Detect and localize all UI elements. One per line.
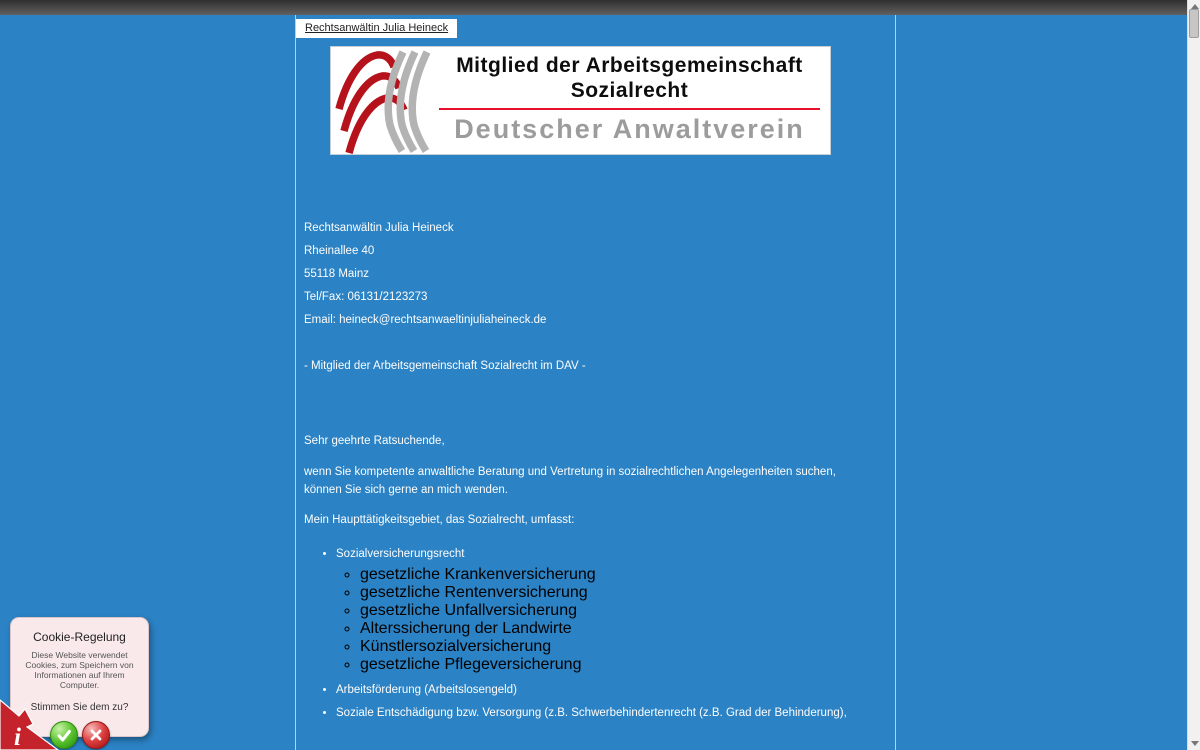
practice-areas-list: [296, 543, 895, 725]
info-icon: i: [14, 724, 21, 750]
nav-tab[interactable]: [296, 19, 457, 38]
list-item: ◦ Alterssicherung der Landwirte: [360, 620, 895, 638]
list-item: • Sozialversicherungsrecht: [336, 543, 895, 566]
info-corner-ribbon[interactable]: [0, 698, 62, 750]
intro-paragraph: wenn Sie kompetente anwaltliche Beratung und Vertretung in sozialrechtlichen Angelegenheiten suchen, können Sie sich gerne an mich wenden.: [304, 466, 836, 496]
scrollbar-thumb[interactable]: [1189, 9, 1199, 38]
dav-logo-subtitle: Deutscher Anwaltverein: [454, 114, 805, 144]
dav-logo-title-line1: Mitglied der Arbeitsgemeinschaft: [456, 54, 803, 77]
list-item: ◦ gesetzliche Unfallversicherung: [360, 602, 895, 620]
dav-logo-text: [437, 47, 830, 154]
dav-logo-title-line2: Sozialrecht: [570, 79, 689, 102]
top-dark-bar: [0, 0, 1187, 15]
list-item: • Arbeitsförderung (Arbeitslosengeld): [336, 679, 895, 702]
cross-icon: [88, 727, 104, 743]
membership-line: - Mitglied der Arbeitsgemeinschaft Sozialrecht im DAV -: [304, 360, 586, 372]
nav-tab-link[interactable]: Rechtsanwältin Julia Heineck: [305, 22, 449, 34]
contact-street: Rheinallee 40: [304, 245, 375, 257]
contact-name: Rechtsanwältin Julia Heineck: [304, 222, 454, 234]
practice-areas-sublist: [336, 566, 895, 674]
cookie-dialog-title: Cookie-Regelung: [33, 630, 126, 644]
cookie-dialog-message: Diese Website verwendet Cookies, zum Speichern von Informationen auf Ihrem Computer.: [25, 650, 134, 690]
lead-line: Mein Haupttätigkeitsgebiet, das Sozialrecht, umfasst:: [304, 514, 575, 526]
dav-logo-red-rule: [439, 108, 820, 110]
main-content-panel: [295, 15, 896, 750]
list-item: ◦ Künstlersozialversicherung: [360, 638, 895, 656]
scrollbar-down-arrow-icon[interactable]: [1191, 741, 1199, 746]
list-item: • Soziale Entschädigung bzw. Versorgung (z.B. Schwerbehindertenrecht (z.B. Grad der Behinderung),: [336, 702, 895, 725]
contact-block: [304, 217, 895, 332]
contact-phone: Tel/Fax: 06131/2123273: [304, 291, 428, 303]
greeting-line: Sehr geehrte Ratsuchende,: [304, 435, 445, 447]
list-item: ◦ gesetzliche Krankenversicherung: [360, 566, 895, 584]
dav-logo-stripes-icon: [331, 47, 437, 154]
dav-membership-logo: [330, 46, 831, 155]
cookie-dialog-question: Stimmen Sie dem zu?: [30, 702, 129, 713]
list-item: ◦ gesetzliche Pflegeversicherung: [360, 656, 895, 674]
contact-city: 55118 Mainz: [304, 268, 369, 280]
cookie-decline-button[interactable]: [82, 721, 110, 749]
contact-email: Email: heineck@rechtsanwaeltinjuliaheineck.de: [304, 314, 547, 326]
page-scrollbar[interactable]: [1187, 0, 1200, 750]
list-item: ◦ gesetzliche Rentenversicherung: [360, 584, 895, 602]
